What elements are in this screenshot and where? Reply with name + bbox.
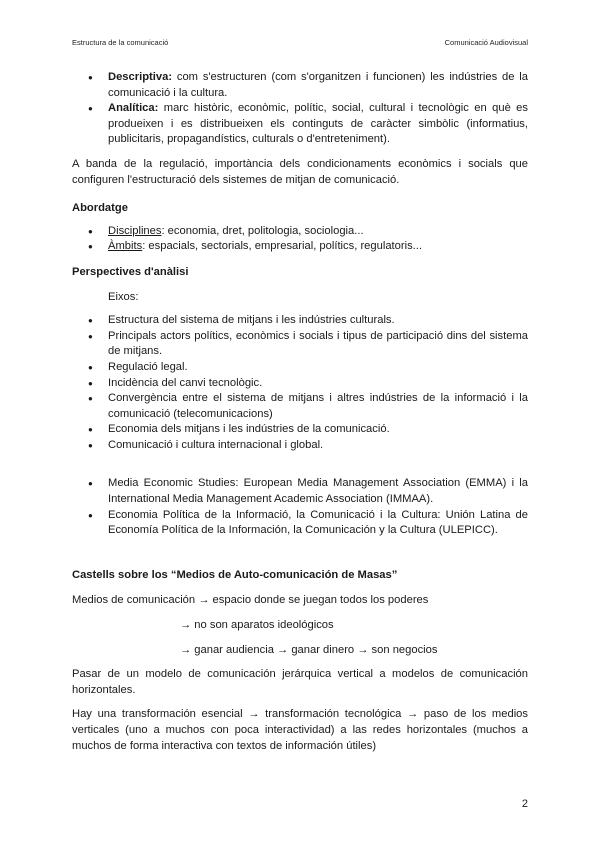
bullet-text: : economia, dret, politologia, sociologia... xyxy=(161,224,364,237)
perspectives-heading: Perspectives d'anàlisi xyxy=(72,265,189,278)
abordatge-list xyxy=(72,224,528,255)
abordatge-heading: Abordatge xyxy=(72,202,128,215)
eixos-label: Eixos: xyxy=(108,290,139,303)
list-item: ● Convergència entre el sistema de mitjans i altres indústries de la informació i la comunicació (telecomunicacions) xyxy=(72,391,528,422)
bullet-text: com s'estructuren (com s'organitzen i funcionen) les indústries de la comunicació i la cultura. xyxy=(108,71,528,99)
list-item xyxy=(72,70,528,101)
list-item xyxy=(72,239,528,255)
bullet-text: marc històric, econòmic, polític, social, cultural i tecnològic en què es produeixen i es distribueixen els continguts de caràcter simbòlic (informatius, publicitaris, propagandístics, culturals o d'entreteniment). xyxy=(108,102,528,146)
list-item: ● Estructura del sistema de mitjans i les indústries culturals. xyxy=(72,313,528,329)
list-item: ● Media Economic Studies: European Media Management Association (EMMA) i la International Media Management Academic Association (IMMAA). xyxy=(72,476,528,507)
running-header-left: Estructura de la comunicació xyxy=(72,38,169,47)
castells-paragraph-2: Hay una transformación esencial → transformación tecnológica → paso de los medios verticales (uno a muchos con poca interactividad) a las redes horizontales (muchos a muchos de forma interactiva con textos de información útiles) xyxy=(72,708,528,752)
list-item: ● Comunicació i cultura internacional i global. xyxy=(72,438,528,454)
associations-list xyxy=(72,476,528,538)
list-item: ● Regulació legal. xyxy=(72,360,528,376)
castells-paragraph-1: Pasar de un modelo de comunicación jerárquica vertical a modelos de comunicación horizontales. xyxy=(72,668,528,696)
bullet-term: Disciplines xyxy=(108,224,162,237)
top-bullet-list xyxy=(72,70,528,148)
running-header-right: Comunicació Audiovisual xyxy=(444,38,528,47)
castells-line-3: → ganar audiencia → ganar dinero → son negocios xyxy=(180,643,438,656)
castells-line-2: → no son aparatos ideológicos xyxy=(180,619,334,632)
bullet-term: Descriptiva: xyxy=(108,71,173,83)
list-item xyxy=(72,101,528,148)
page-number: 2 xyxy=(521,798,528,810)
list-item: ● Economia dels mitjans i les indústries de la comunicació. xyxy=(72,422,528,438)
eixos-list xyxy=(72,313,528,453)
bullet-term: Àmbits xyxy=(108,240,143,253)
list-item: ● Principals actors polítics, econòmics i socials i tipus de participació dins del sistema de mitjans. xyxy=(72,329,528,360)
page-body xyxy=(72,70,528,754)
castells-line-1: Medios de comunicación → espacio donde se juegan todos los poderes xyxy=(72,594,429,607)
list-item: ● Economia Política de la Informació, la Comunicació i la Cultura: Unión Latina de Economía Política de la Información, la Comunicación y la Cultura (ULEPICC). xyxy=(72,508,528,539)
list-item: ● Incidència del canvi tecnològic. xyxy=(72,376,528,392)
bullet-term: Analítica: xyxy=(108,102,159,115)
castells-heading: Castells sobre los “Medios de Auto-comunicación de Masas” xyxy=(72,568,398,581)
regulation-paragraph: A banda de la regulació, importància dels condicionaments econòmics i socials que configuren l'estructuració dels sistemes de mitjan de comunicació. xyxy=(72,157,528,186)
bullet-text: : espacials, sectorials, empresarial, polítics, regulatoris... xyxy=(142,240,422,253)
list-item xyxy=(72,224,528,240)
